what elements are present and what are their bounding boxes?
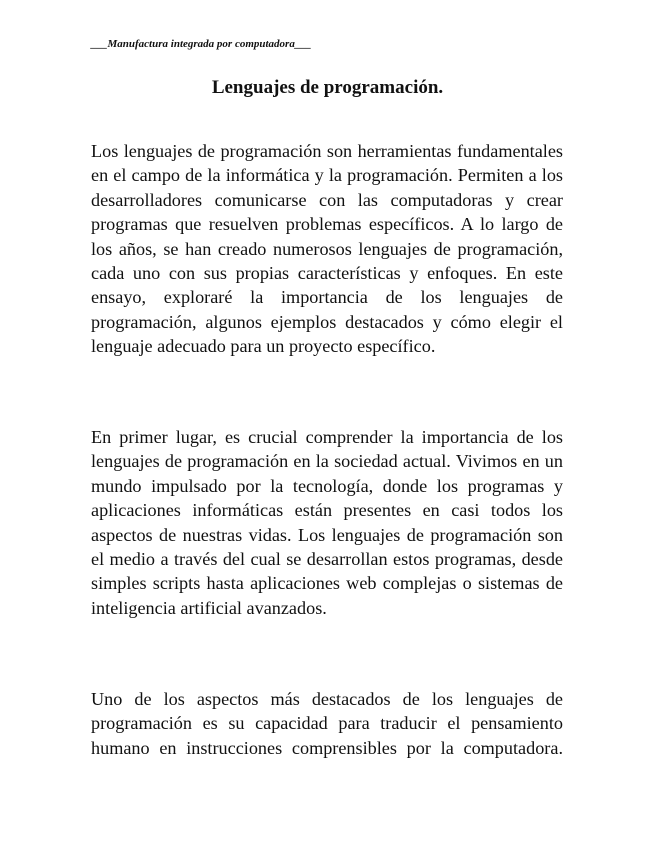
page-title: Lenguajes de programación. [211,77,444,98]
running-header: ___Manufactura integrada por computadora___ [91,38,312,50]
body-paragraph-3: Uno de los aspectos más destacados de los lenguajes de programación es su capacidad para traducir el pensamiento humano en instrucciones comprensibles por la computadora. [91,689,563,758]
body-paragraph-2: En primer lugar, es crucial comprender la importancia de los lenguajes de programación en la sociedad actual. Vivimos en un mundo impulsado por la tecnología, donde los programas y aplicaciones informáticas están presentes en casi todos los aspectos de nuestras vidas. Los lenguajes de programación son el medio a través del cual se desarrollan estos programas, desde simples scripts hasta aplicaciones web complejas o sistemas de inteligencia artificial avanzados. [91,427,563,618]
body-paragraph-1: Los lenguajes de programación son herramientas fundamentales en el campo de la informática y la programación. Permiten a los desarrolladores comunicarse con las computadoras y crear programas que resuelven problemas específicos. A lo largo de los años, se han creado numerosos lenguajes de programación, cada uno con sus propias características y enfoques. En este ensayo, exploraré la importancia de los lenguajes de programación, algunos ejemplos destacados y cómo elegir el lenguaje adecuado para un proyecto específico. [91,141,563,357]
